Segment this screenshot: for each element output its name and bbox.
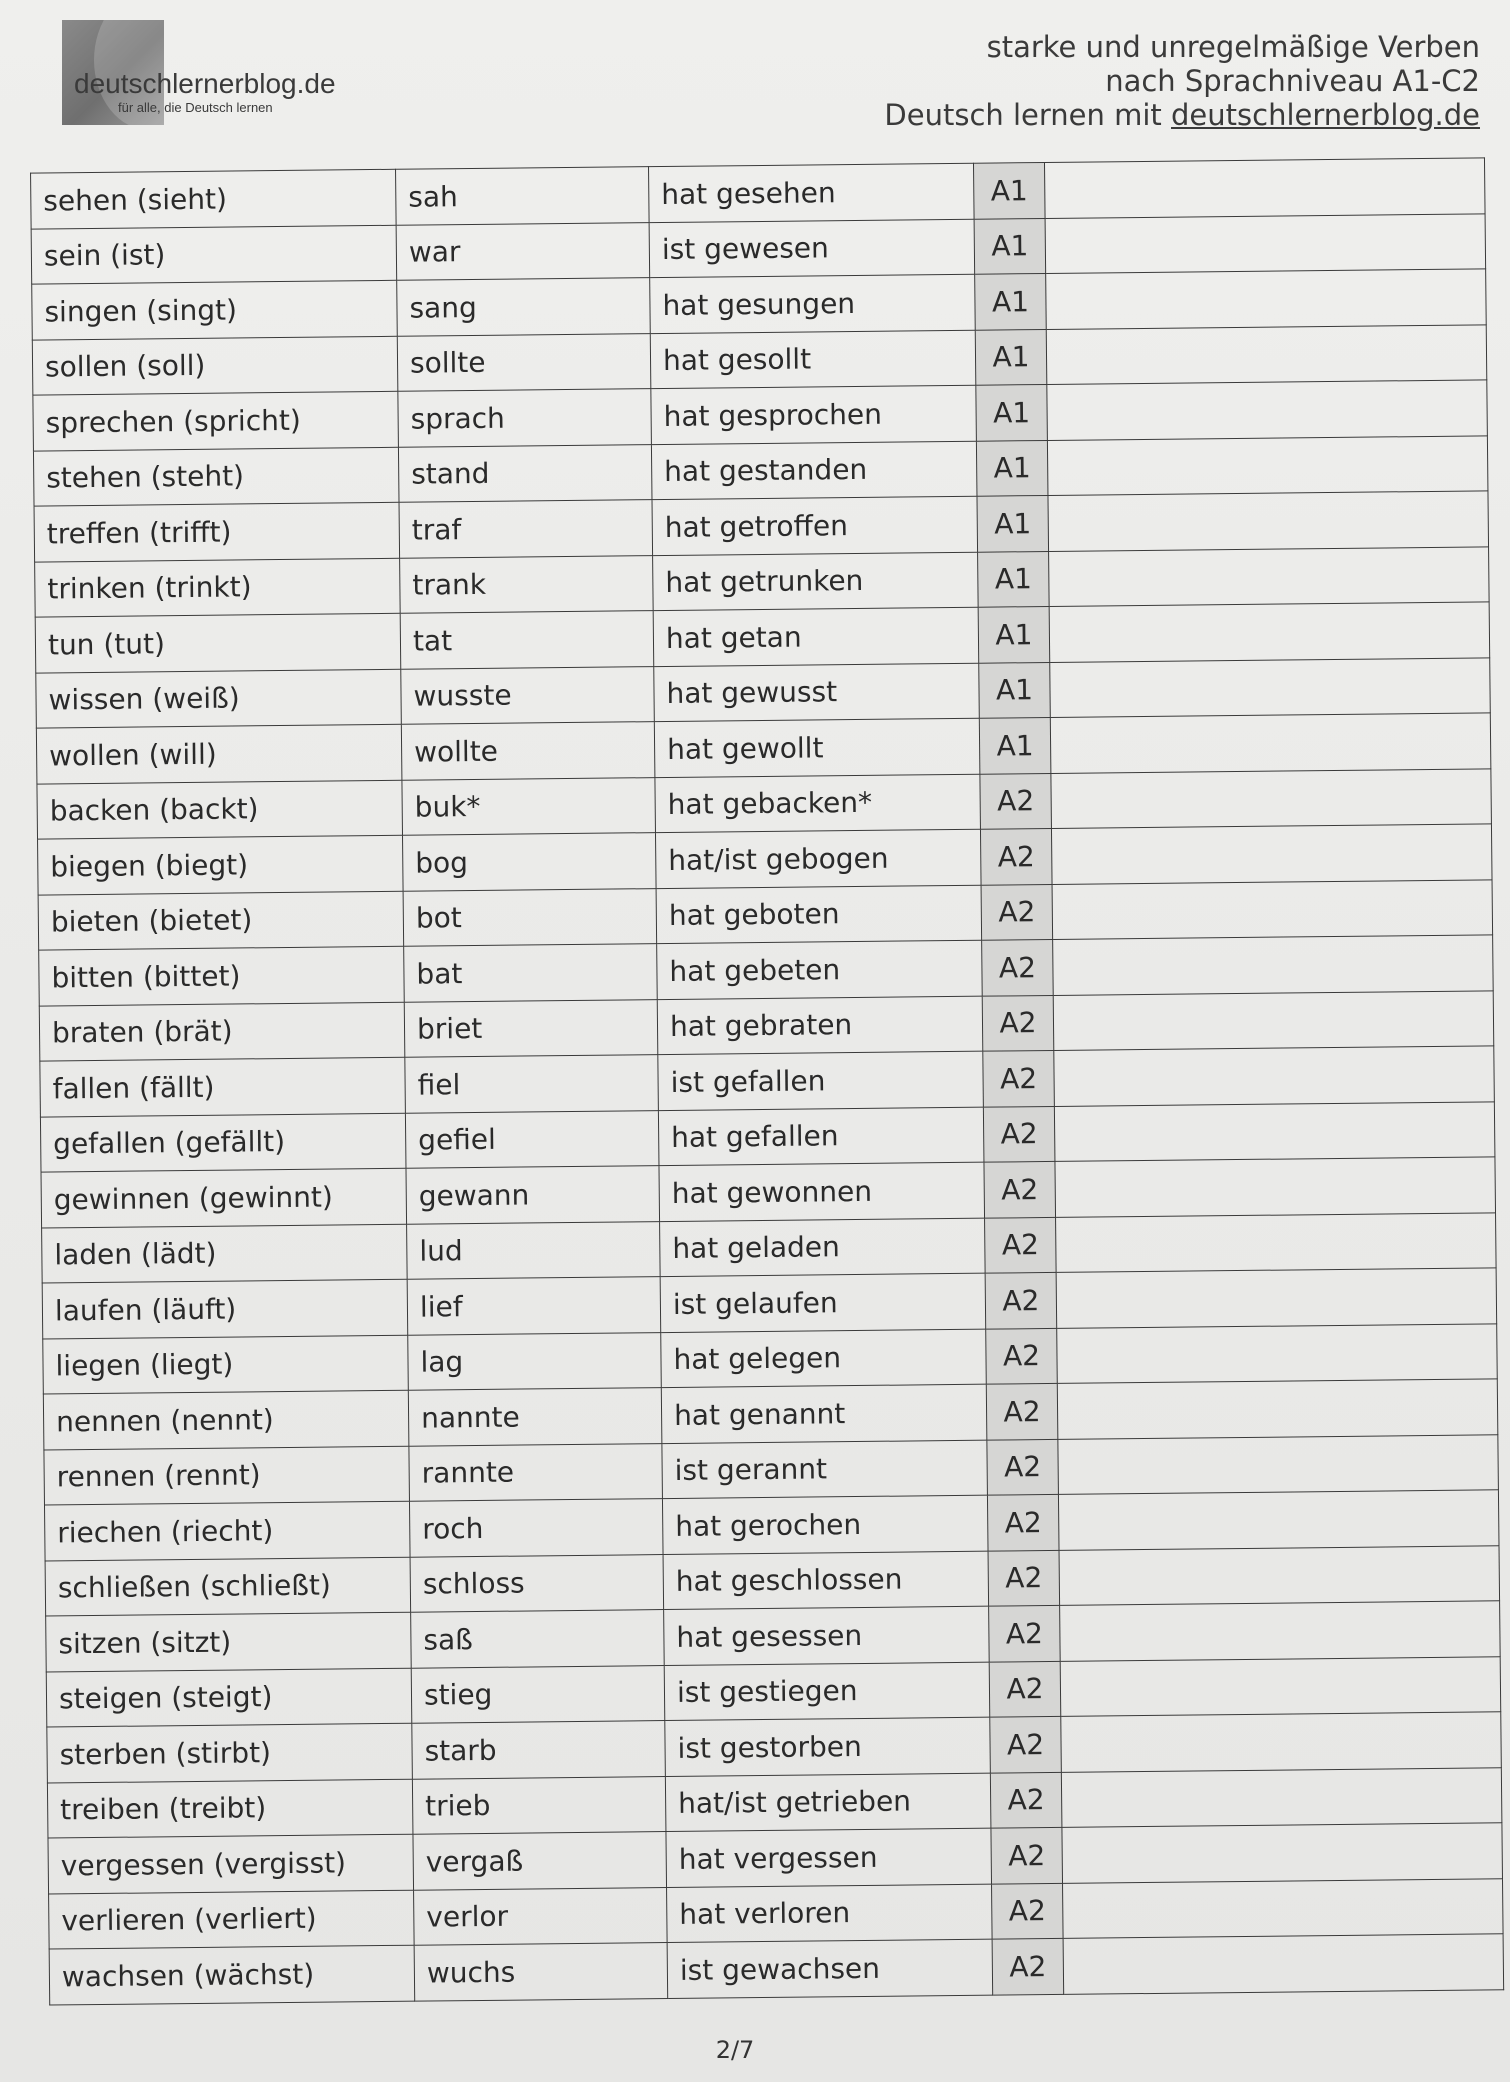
perfect-cell: ist gewesen bbox=[649, 219, 975, 278]
notes-cell bbox=[1063, 1934, 1504, 1994]
notes-cell bbox=[1046, 324, 1487, 384]
preterite-cell: fiel bbox=[405, 1055, 659, 1113]
perfect-cell: hat getan bbox=[653, 607, 979, 666]
level-cell: A1 bbox=[975, 273, 1047, 329]
preterite-cell: wuchs bbox=[414, 1943, 668, 2001]
header-title-line-2: nach Sprachniveau A1-C2 bbox=[1105, 64, 1480, 98]
preterite-cell: starb bbox=[412, 1721, 666, 1779]
notes-cell bbox=[1053, 935, 1494, 995]
infinitive-cell: biegen (biegt) bbox=[38, 835, 404, 894]
level-cell: A2 bbox=[982, 939, 1054, 995]
preterite-cell: sang bbox=[397, 278, 651, 336]
perfect-cell: hat geladen bbox=[660, 1218, 986, 1277]
preterite-cell: briet bbox=[404, 999, 658, 1057]
infinitive-cell: nennen (nennt) bbox=[43, 1390, 409, 1449]
preterite-cell: lief bbox=[407, 1277, 661, 1335]
level-cell: A2 bbox=[991, 1827, 1063, 1883]
infinitive-cell: fallen (fällt) bbox=[40, 1057, 406, 1116]
notes-cell bbox=[1056, 1212, 1497, 1272]
perfect-cell: hat geboten bbox=[656, 885, 982, 944]
preterite-cell: sah bbox=[396, 167, 650, 225]
preterite-cell: gefiel bbox=[405, 1110, 659, 1168]
notes-cell bbox=[1045, 213, 1486, 273]
infinitive-cell: treffen (trifft) bbox=[34, 502, 400, 561]
infinitive-cell: treiben (treibt) bbox=[47, 1779, 413, 1838]
perfect-cell: ist gelaufen bbox=[660, 1273, 986, 1332]
preterite-cell: bat bbox=[404, 944, 658, 1002]
infinitive-cell: singen (singt) bbox=[32, 280, 398, 339]
infinitive-cell: schließen (schließt) bbox=[45, 1557, 411, 1616]
infinitive-cell: sterben (stirbt) bbox=[47, 1723, 413, 1782]
level-cell: A1 bbox=[979, 717, 1051, 773]
infinitive-cell: wollen (will) bbox=[36, 724, 402, 783]
level-cell: A2 bbox=[992, 1883, 1064, 1939]
level-cell: A2 bbox=[982, 995, 1054, 1051]
infinitive-cell: gewinnen (gewinnt) bbox=[41, 1168, 407, 1227]
notes-cell bbox=[1055, 1157, 1496, 1217]
level-cell: A2 bbox=[988, 1550, 1060, 1606]
notes-cell bbox=[1052, 879, 1493, 939]
notes-cell bbox=[1044, 158, 1485, 218]
notes-cell bbox=[1047, 380, 1488, 440]
notes-cell bbox=[1047, 435, 1488, 495]
perfect-cell: hat vergessen bbox=[666, 1828, 992, 1887]
infinitive-cell: sehen (sieht) bbox=[31, 169, 397, 228]
level-cell: A1 bbox=[975, 329, 1047, 385]
preterite-cell: lud bbox=[407, 1221, 661, 1279]
perfect-cell: hat gebeten bbox=[657, 940, 983, 999]
infinitive-cell: braten (brät) bbox=[39, 1002, 405, 1061]
notes-cell bbox=[1053, 990, 1494, 1050]
infinitive-cell: riechen (riecht) bbox=[44, 1501, 410, 1560]
infinitive-cell: verlieren (verliert) bbox=[49, 1890, 415, 1949]
preterite-cell: trank bbox=[400, 555, 654, 613]
level-cell: A2 bbox=[990, 1716, 1062, 1772]
infinitive-cell: laufen (läuft) bbox=[42, 1279, 408, 1338]
perfect-cell: hat geschlossen bbox=[663, 1551, 989, 1610]
preterite-cell: schloss bbox=[410, 1554, 664, 1612]
notes-cell bbox=[1062, 1823, 1503, 1883]
logo-text: deutschlernerblog.de bbox=[74, 68, 336, 99]
perfect-cell: ist gerannt bbox=[662, 1440, 988, 1499]
level-cell: A2 bbox=[986, 1328, 1058, 1384]
preterite-cell: wollte bbox=[401, 722, 655, 780]
infinitive-cell: laden (lädt) bbox=[42, 1224, 408, 1283]
perfect-cell: hat gewusst bbox=[654, 663, 980, 722]
preterite-cell: war bbox=[396, 222, 650, 280]
level-cell: A2 bbox=[989, 1661, 1061, 1717]
perfect-cell: ist gestiegen bbox=[664, 1662, 990, 1721]
preterite-cell: trieb bbox=[412, 1776, 666, 1834]
level-cell: A2 bbox=[990, 1772, 1062, 1828]
preterite-cell: lag bbox=[408, 1332, 662, 1390]
infinitive-cell: rennen (rennt) bbox=[44, 1446, 410, 1505]
infinitive-cell: sollen (soll) bbox=[32, 336, 398, 395]
perfect-cell: ist gestorben bbox=[665, 1717, 991, 1776]
preterite-cell: gewann bbox=[406, 1166, 660, 1224]
document-header bbox=[884, 30, 1480, 132]
header-title-line-3 bbox=[884, 98, 1480, 132]
perfect-cell: hat gesollt bbox=[650, 330, 976, 389]
level-cell: A1 bbox=[979, 662, 1051, 718]
infinitive-cell: sprechen (spricht) bbox=[33, 391, 399, 450]
level-cell: A1 bbox=[976, 384, 1048, 440]
infinitive-cell: liegen (liegt) bbox=[43, 1335, 409, 1394]
infinitive-cell: bieten (bietet) bbox=[38, 891, 404, 950]
infinitive-cell: steigen (steigt) bbox=[46, 1668, 412, 1727]
notes-cell bbox=[1058, 1490, 1499, 1550]
level-cell: A1 bbox=[977, 495, 1049, 551]
perfect-cell: hat gefallen bbox=[658, 1107, 984, 1166]
notes-cell bbox=[1058, 1434, 1499, 1494]
header-title-prefix: Deutsch lernen mit bbox=[884, 98, 1172, 132]
infinitive-cell: trinken (trinkt) bbox=[35, 558, 401, 617]
level-cell: A1 bbox=[978, 551, 1050, 607]
perfect-cell: hat gesehen bbox=[649, 163, 975, 222]
preterite-cell: tat bbox=[400, 611, 654, 669]
level-cell: A2 bbox=[983, 1050, 1055, 1106]
infinitive-cell: vergessen (vergisst) bbox=[48, 1834, 414, 1893]
level-cell: A2 bbox=[985, 1272, 1057, 1328]
preterite-cell: stieg bbox=[411, 1665, 665, 1723]
level-cell: A1 bbox=[974, 218, 1046, 274]
infinitive-cell: sitzen (sitzt) bbox=[46, 1612, 412, 1671]
perfect-cell: hat gesprochen bbox=[651, 385, 977, 444]
notes-cell bbox=[1049, 546, 1490, 606]
infinitive-cell: tun (tut) bbox=[35, 613, 401, 672]
perfect-cell: hat genannt bbox=[661, 1384, 987, 1443]
notes-cell bbox=[1061, 1767, 1502, 1827]
infinitive-cell: stehen (steht) bbox=[33, 447, 399, 506]
level-cell: A1 bbox=[978, 606, 1050, 662]
level-cell: A2 bbox=[985, 1217, 1057, 1273]
logo-subtitle: für alle, die Deutsch lernen bbox=[118, 100, 273, 115]
verb-table bbox=[30, 157, 1504, 2005]
level-cell: A1 bbox=[976, 440, 1048, 496]
perfect-cell: hat/ist getrieben bbox=[665, 1773, 991, 1832]
level-cell: A2 bbox=[987, 1494, 1059, 1550]
infinitive-cell: sein (ist) bbox=[31, 225, 397, 284]
level-cell: A2 bbox=[989, 1605, 1061, 1661]
preterite-cell: wusste bbox=[401, 666, 655, 724]
perfect-cell: hat gebacken* bbox=[655, 774, 981, 833]
notes-cell bbox=[1057, 1379, 1498, 1439]
notes-cell bbox=[1060, 1601, 1501, 1661]
infinitive-cell: gefallen (gefällt) bbox=[40, 1113, 406, 1172]
preterite-cell: nannte bbox=[408, 1388, 662, 1446]
level-cell: A2 bbox=[981, 884, 1053, 940]
perfect-cell: hat verloren bbox=[667, 1884, 993, 1943]
preterite-cell: verlor bbox=[414, 1887, 668, 1945]
level-cell: A2 bbox=[992, 1938, 1064, 1994]
header-title-line-1: starke und unregelmäßige Verben bbox=[986, 30, 1480, 64]
preterite-cell: buk* bbox=[402, 777, 656, 835]
notes-cell bbox=[1048, 491, 1489, 551]
level-cell: A1 bbox=[973, 162, 1045, 218]
notes-cell bbox=[1056, 1268, 1497, 1328]
level-cell: A2 bbox=[984, 1161, 1056, 1217]
level-cell: A2 bbox=[980, 828, 1052, 884]
verb-table-body bbox=[31, 158, 1504, 2005]
perfect-cell: hat gerochen bbox=[662, 1495, 988, 1554]
notes-cell bbox=[1063, 1878, 1504, 1938]
level-cell: A2 bbox=[983, 1106, 1055, 1162]
perfect-cell: hat gesungen bbox=[650, 274, 976, 333]
preterite-cell: rannte bbox=[409, 1443, 663, 1501]
notes-cell bbox=[1059, 1545, 1500, 1605]
perfect-cell: hat getroffen bbox=[652, 496, 978, 555]
notes-cell bbox=[1054, 1101, 1495, 1161]
perfect-cell: hat gesessen bbox=[664, 1606, 990, 1665]
preterite-cell: vergaß bbox=[413, 1832, 667, 1890]
perfect-cell: hat getrunken bbox=[653, 552, 979, 611]
notes-cell bbox=[1061, 1712, 1502, 1772]
perfect-cell: hat/ist gebogen bbox=[655, 829, 981, 888]
perfect-cell: hat gewollt bbox=[654, 718, 980, 777]
preterite-cell: sprach bbox=[398, 389, 652, 447]
website-link[interactable]: deutschlernerblog.de bbox=[1171, 98, 1480, 132]
infinitive-cell: backen (backt) bbox=[37, 780, 403, 839]
preterite-cell: bot bbox=[403, 888, 657, 946]
perfect-cell: hat gebraten bbox=[657, 996, 983, 1055]
notes-cell bbox=[1046, 269, 1487, 329]
preterite-cell: traf bbox=[399, 500, 653, 558]
perfect-cell: hat gewonnen bbox=[659, 1162, 985, 1221]
notes-cell bbox=[1054, 1046, 1495, 1106]
level-cell: A2 bbox=[987, 1439, 1059, 1495]
preterite-cell: stand bbox=[398, 444, 652, 502]
preterite-cell: sollte bbox=[397, 333, 651, 391]
infinitive-cell: wissen (weiß) bbox=[36, 669, 402, 728]
notes-cell bbox=[1049, 602, 1490, 662]
perfect-cell: hat gestanden bbox=[651, 441, 977, 500]
page-number: 2/7 bbox=[715, 2036, 755, 2064]
perfect-cell: ist gewachsen bbox=[667, 1939, 993, 1998]
preterite-cell: roch bbox=[409, 1499, 663, 1557]
notes-cell bbox=[1051, 824, 1492, 884]
level-cell: A2 bbox=[980, 773, 1052, 829]
preterite-cell: saß bbox=[411, 1610, 665, 1668]
level-cell: A2 bbox=[986, 1383, 1058, 1439]
preterite-cell: bog bbox=[402, 833, 656, 891]
notes-cell bbox=[1050, 713, 1491, 773]
notes-cell bbox=[1050, 657, 1491, 717]
infinitive-cell: wachsen (wächst) bbox=[49, 1945, 415, 2004]
notes-cell bbox=[1060, 1656, 1501, 1716]
infinitive-cell: bitten (bittet) bbox=[39, 946, 405, 1005]
perfect-cell: hat gelegen bbox=[661, 1329, 987, 1388]
notes-cell bbox=[1051, 768, 1492, 828]
perfect-cell: ist gefallen bbox=[658, 1051, 984, 1110]
notes-cell bbox=[1057, 1323, 1498, 1383]
